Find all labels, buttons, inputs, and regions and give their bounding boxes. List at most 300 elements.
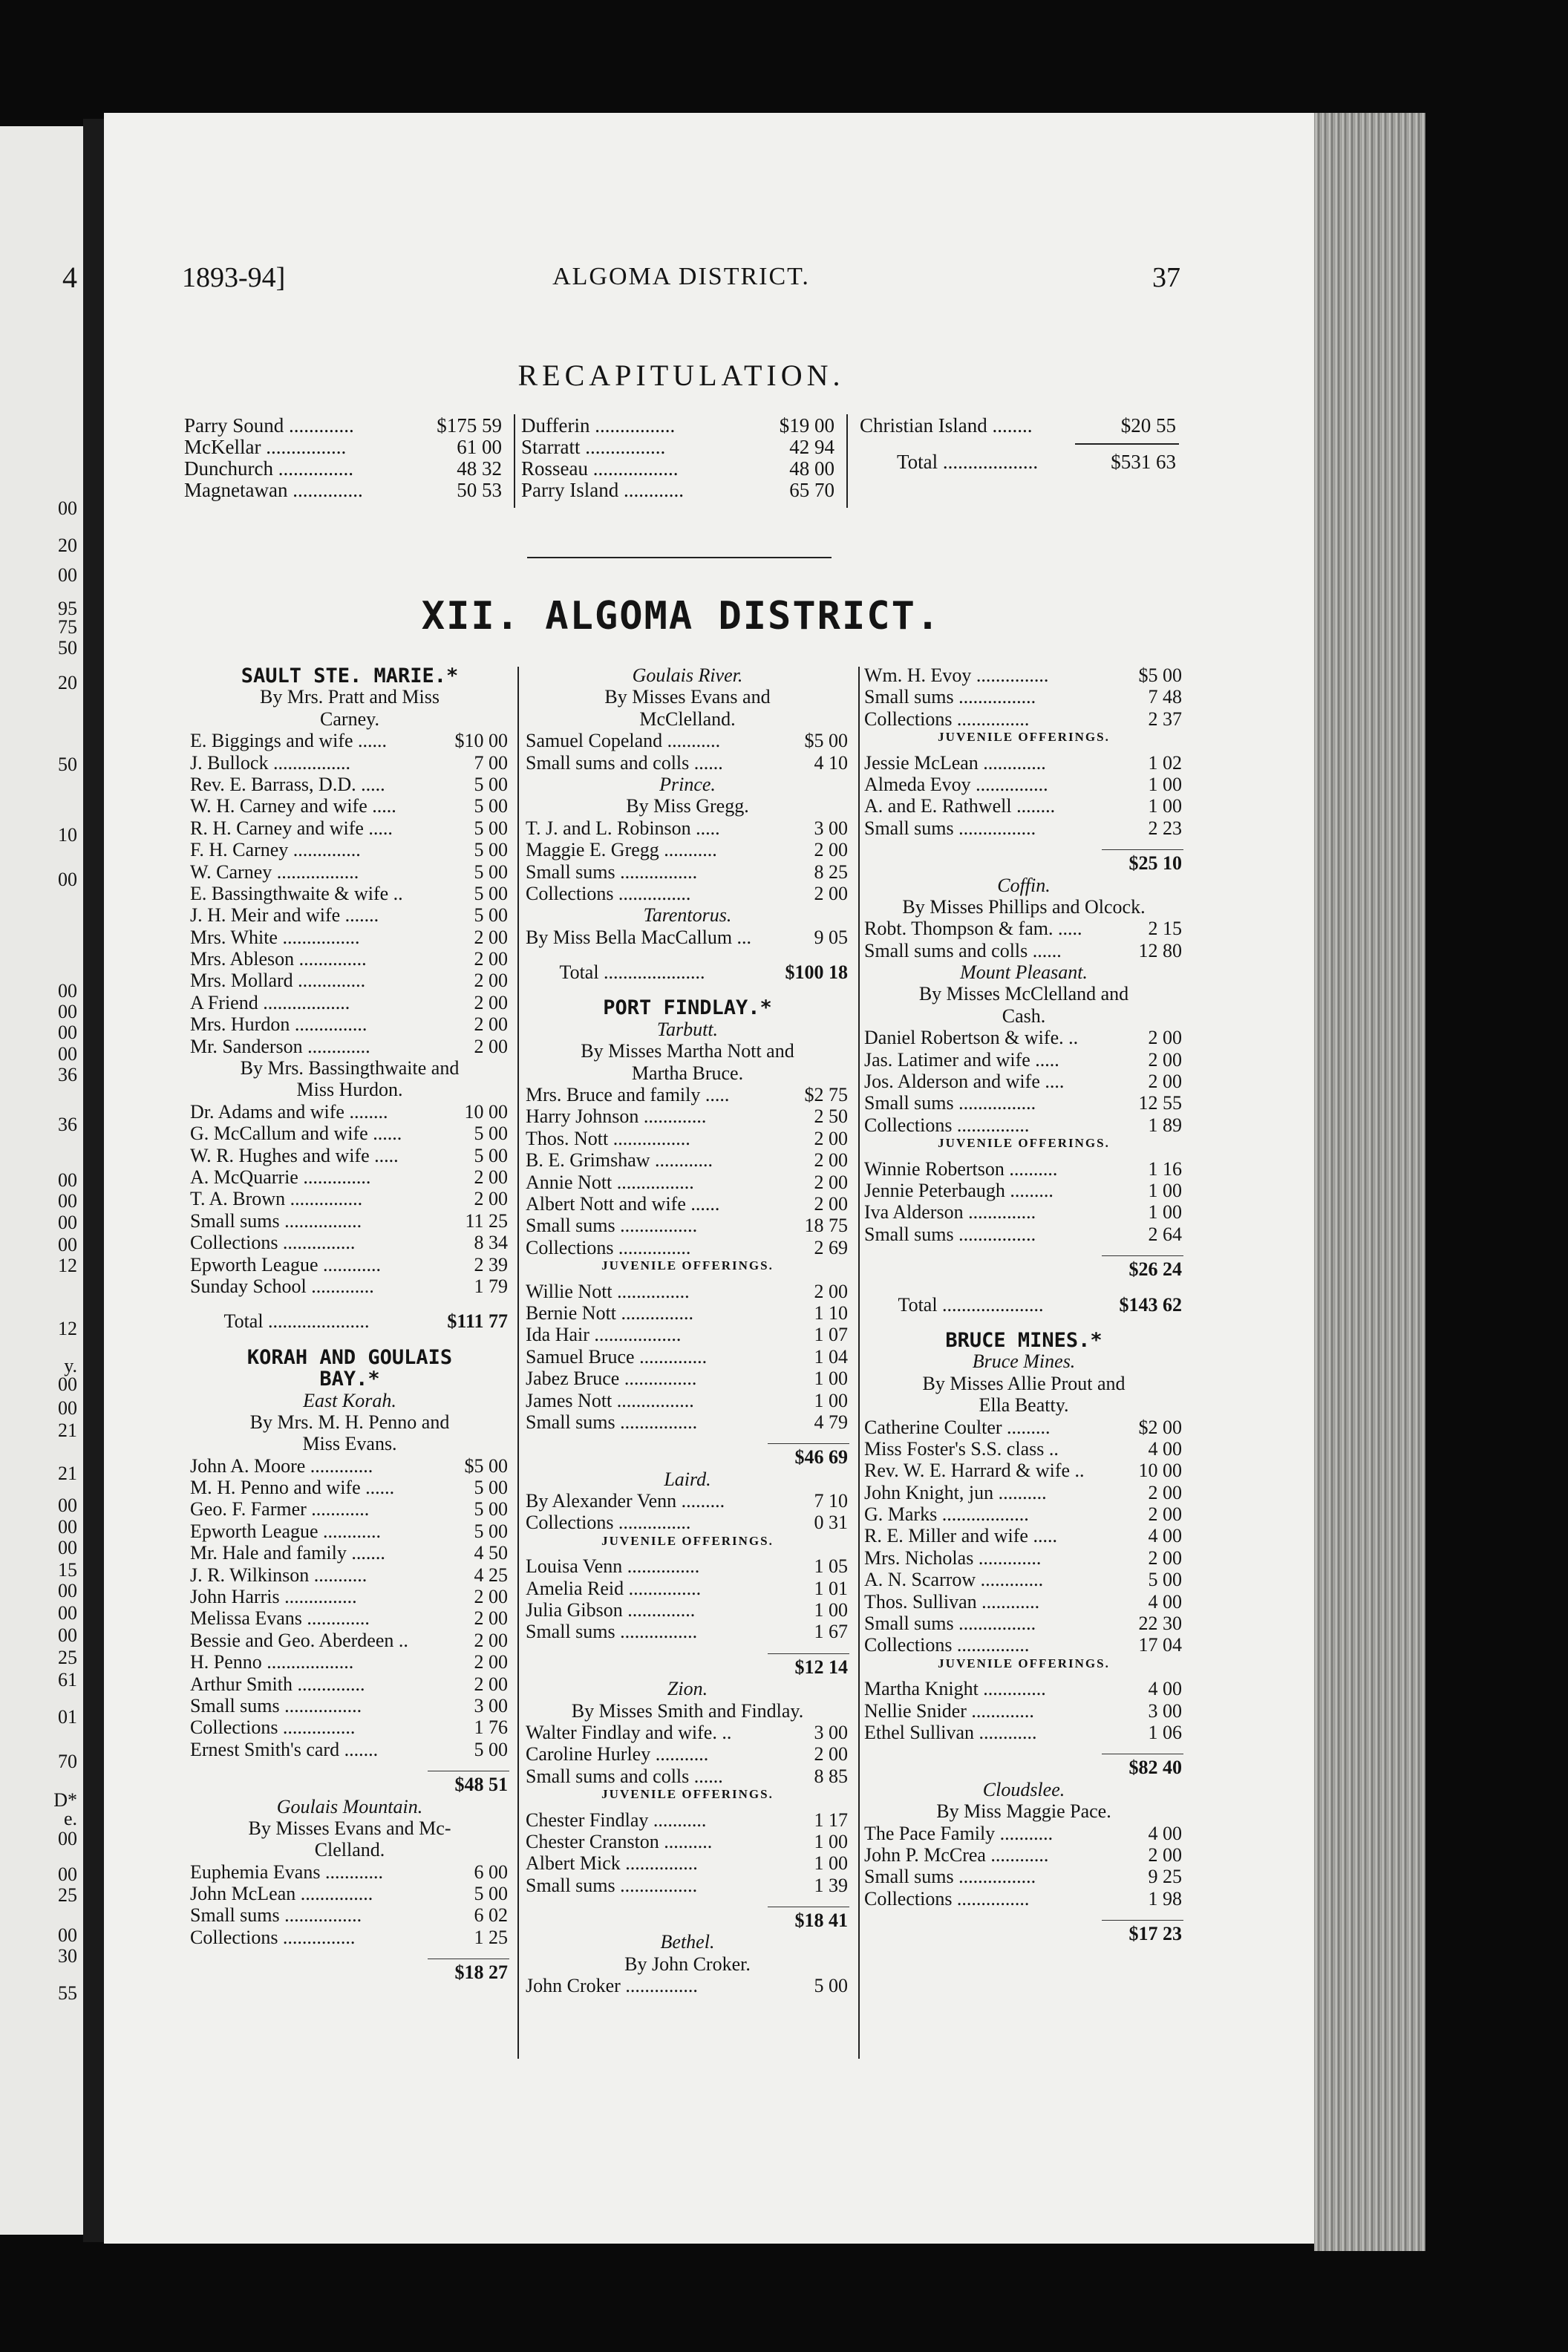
entry-name: Miss Foster's S.S. class .. (864, 1437, 1059, 1460)
left-page-text: 30 (58, 1945, 77, 1967)
entry-row (190, 970, 509, 991)
entry-amount: 2 00 (814, 1280, 848, 1302)
recap-name: Parry Island ............ (521, 479, 684, 501)
entry-row (190, 1695, 509, 1716)
recap-amount: 48 00 (789, 457, 834, 480)
text-column (864, 664, 1183, 1944)
entry-amount: 3 00 (814, 817, 848, 839)
recap-amount: $531 63 (1111, 451, 1176, 473)
subtotal-row (190, 1961, 509, 1983)
entry-amount: 7 00 (474, 751, 508, 774)
recap-name: Parry Sound ............. (184, 414, 354, 437)
entry-row (526, 1809, 849, 1831)
entry-row (526, 1105, 849, 1127)
entry-amount: 2 50 (814, 1105, 848, 1128)
entry-amount: $5 00 (1138, 664, 1182, 686)
entry-row (526, 839, 849, 860)
entry-name: Daniel Robertson & wife. .. (864, 1027, 1079, 1049)
collector-line: By Misses Evans and (604, 686, 771, 708)
entry-amount: $143 62 (1119, 1293, 1182, 1316)
sum-rule (190, 1948, 509, 1961)
total-row (526, 961, 849, 983)
recap-name: Christian Island ........ (860, 414, 1033, 437)
entry-row (864, 940, 1183, 961)
collector-line: Carney. (320, 708, 379, 730)
entry-row (526, 1555, 849, 1577)
congregation-heading: BRUCE MINES.* (945, 1328, 1102, 1352)
entry-name: Caroline Hurley ........... (526, 1743, 709, 1765)
entry-name: Rev. E. Barrass, D.D. ..... (190, 773, 385, 795)
entry-amount: 2 00 (474, 1673, 508, 1695)
entry-row (864, 708, 1183, 730)
entry-name: A. N. Scarrow ............. (864, 1569, 1044, 1591)
entry-row (526, 861, 849, 883)
entry-name: E. Bassingthwaite & wife .. (190, 882, 403, 904)
entry-amount: 2 37 (1148, 708, 1182, 730)
entry-name: Mrs. Bruce and family ..... (526, 1084, 730, 1106)
entry-name: Collections ............... (190, 1232, 356, 1254)
entry-amount: 12 80 (1138, 939, 1182, 961)
entry-amount: 17 04 (1138, 1634, 1182, 1656)
section-rule (527, 557, 832, 558)
entry-name: Small sums ................ (864, 686, 1036, 708)
entry-name: Iva Alderson .............. (864, 1201, 1036, 1224)
recap-name: Dufferin ................ (521, 414, 676, 437)
entry-name: Collections ............... (864, 1887, 1030, 1910)
entry-name: Small sums ................ (864, 1613, 1036, 1635)
entry-amount: 5 00 (474, 839, 508, 861)
entry-name: Mrs. Nicholas ............. (864, 1546, 1042, 1569)
entry-name: Small sums ................ (526, 860, 698, 883)
spacer (864, 1281, 1183, 1294)
entry-row (864, 1482, 1183, 1503)
appointment-heading: Laird. (664, 1468, 711, 1490)
entry-row (526, 1237, 849, 1258)
subtotal-amount: $17 23 (1128, 1923, 1182, 1945)
entry-row (864, 1460, 1183, 1481)
entry-name: Epworth League ............ (190, 1253, 382, 1275)
entry-name: Jas. Latimer and wife ..... (864, 1048, 1059, 1071)
entry-name: T. J. and L. Robinson ..... (526, 817, 720, 839)
entry-row (190, 1630, 509, 1651)
entry-name: J. Bullock ................ (190, 751, 350, 774)
left-page-text: 21 (58, 1463, 77, 1484)
entry-row (190, 1188, 509, 1209)
entry-row (864, 1417, 1183, 1438)
juvenile-heading: JUVENILE OFFERINGS. (938, 1136, 1110, 1151)
left-page-text: y. (64, 1355, 77, 1376)
entry-amount: 8 25 (814, 860, 848, 883)
entry-name: John McLean ............... (190, 1883, 373, 1905)
entry-name: Small sums and colls ...... (526, 751, 723, 774)
entry-amount: 9 25 (1148, 1866, 1182, 1888)
entry-amount: 2 69 (814, 1236, 848, 1258)
spacer (190, 1333, 509, 1346)
entry-row (526, 1512, 849, 1533)
entry-row (526, 1411, 849, 1433)
left-page-text: 00 (58, 1373, 77, 1395)
entry-name: Bernie Nott ............... (526, 1301, 694, 1324)
entry-amount: 2 00 (474, 970, 508, 992)
recap-title: RECAPITULATION. (517, 359, 845, 392)
entry-amount: 1 00 (814, 1830, 848, 1852)
entry-amount: 22 30 (1138, 1613, 1182, 1635)
entry-amount: 5 00 (474, 817, 508, 839)
entry-name: Jennie Peterbaugh ......... (864, 1179, 1054, 1201)
entry-row (190, 752, 509, 774)
recap-column (184, 414, 505, 500)
recap-row (521, 457, 837, 479)
entry-amount: 5 00 (474, 773, 508, 795)
entry-amount: 1 79 (474, 1275, 508, 1297)
entry-name: Ethel Sullivan ............ (864, 1721, 1037, 1743)
entry-row (526, 1875, 849, 1896)
entry-name: Samuel Copeland ........... (526, 730, 721, 752)
entry-name: Dr. Adams and wife ........ (190, 1100, 388, 1123)
entry-amount: 1 00 (814, 1852, 848, 1875)
entry-name: James Nott ................ (526, 1389, 694, 1411)
entry-amount: 2 00 (814, 1149, 848, 1172)
entry-name: John Knight, jun .......... (864, 1481, 1047, 1503)
entry-amount: 2 00 (474, 1013, 508, 1036)
entry-amount: $10 00 (454, 730, 508, 752)
left-page-text: 00 (58, 869, 77, 890)
spacer (526, 983, 849, 996)
entry-amount: 1 17 (814, 1809, 848, 1831)
entry-row (526, 1368, 849, 1389)
congregation-heading: BAY.* (319, 1368, 380, 1391)
recap-row (860, 414, 1179, 436)
appointment-heading: Tarentorus. (643, 904, 732, 927)
entry-row (864, 1525, 1183, 1546)
recap-row (184, 457, 505, 479)
entry-amount: 2 00 (1148, 1481, 1182, 1503)
entry-name: Melissa Evans ............. (190, 1607, 370, 1630)
entry-row (190, 992, 509, 1013)
left-page-text: 00 (58, 1043, 77, 1065)
entry-name: Louisa Venn ............... (526, 1555, 700, 1578)
left-page-text: 00 (58, 1580, 77, 1601)
left-page-text: 00 (58, 1397, 77, 1419)
entry-amount: 2 15 (1148, 918, 1182, 940)
entry-name: Samuel Bruce .............. (526, 1345, 708, 1368)
entry-name: Mr. Hale and family ....... (190, 1542, 385, 1564)
subtotal-row (864, 1258, 1183, 1280)
entry-row (190, 1123, 509, 1144)
entry-amount: 1 00 (1148, 795, 1182, 817)
entry-amount: 5 00 (474, 1123, 508, 1145)
congregation-heading: KORAH AND GOULAIS (246, 1345, 453, 1369)
entry-amount: 1 07 (814, 1324, 848, 1346)
spacer (864, 1316, 1183, 1329)
recap-amount: 42 94 (789, 436, 834, 458)
entry-amount: 2 00 (474, 1607, 508, 1630)
entry-name: Total ..................... (190, 1310, 370, 1333)
subtotal-amount: $18 27 (454, 1961, 508, 1984)
entry-amount: 2 00 (814, 839, 848, 861)
appointment-heading: Mount Pleasant. (960, 961, 1088, 984)
entry-row (190, 1716, 509, 1738)
sum-rule (864, 1910, 1183, 1923)
sum-rule (190, 1760, 509, 1774)
left-page-text: 00 (58, 1190, 77, 1212)
entry-row (190, 1145, 509, 1166)
entry-row (864, 1700, 1183, 1722)
entry-amount: 18 75 (804, 1215, 848, 1237)
entry-amount: 4 00 (1148, 1678, 1182, 1700)
entry-row (190, 730, 509, 751)
entry-amount: 5 00 (474, 1883, 508, 1905)
entry-row (190, 1520, 509, 1542)
sum-rule (526, 1643, 849, 1656)
entry-name: Nellie Snider ............. (864, 1699, 1034, 1722)
collector-line: By Miss Gregg. (626, 795, 749, 817)
entry-name: Albert Nott and wife ...... (526, 1192, 720, 1215)
entry-row (190, 817, 509, 839)
recap-name: Rosseau ................. (521, 457, 679, 480)
entry-row (526, 1324, 849, 1345)
entry-amount: 2 00 (474, 1188, 508, 1210)
entry-name: J. H. Meir and wife ....... (190, 904, 379, 927)
entry-name: The Pace Family ........... (864, 1822, 1054, 1844)
entry-name: Total ..................... (526, 961, 705, 984)
congregation-heading: SAULT STE. MARIE.* (241, 664, 459, 687)
recap-name: Magnetawan .............. (184, 479, 363, 501)
spacer (190, 1297, 509, 1310)
running-header (182, 261, 1180, 295)
left-page-text: 00 (58, 980, 77, 1002)
entry-amount: 2 00 (1148, 1027, 1182, 1049)
entry-amount: 4 79 (814, 1411, 848, 1433)
entry-amount: 4 00 (1148, 1437, 1182, 1460)
entry-row (526, 1172, 849, 1193)
entry-amount: 2 00 (474, 1035, 508, 1057)
collector-line: By Misses McClelland and (918, 983, 1129, 1005)
entry-name: E. Biggings and wife ...... (190, 730, 388, 752)
entry-row (190, 1564, 509, 1586)
entry-name: Ernest Smith's card ....... (190, 1738, 379, 1760)
entry-row (526, 1599, 849, 1621)
entry-row (526, 883, 849, 904)
entry-name: Rev. W. E. Harrard & wife .. (864, 1460, 1085, 1482)
spacer (526, 948, 849, 961)
entry-amount: 7 48 (1148, 686, 1182, 708)
entry-name: R. H. Carney and wife ..... (190, 817, 393, 839)
entry-name: Maggie E. Gregg ........... (526, 839, 717, 861)
entry-row (864, 1823, 1183, 1844)
left-page-text: 00 (58, 1863, 77, 1885)
total-row (864, 1294, 1183, 1316)
entry-amount: 3 00 (1148, 1699, 1182, 1722)
entry-name: W. Carney ................. (190, 860, 359, 883)
entry-name: Small sums and colls ...... (526, 1765, 723, 1787)
entry-row (526, 1621, 849, 1642)
header-years: 1893-94] (182, 262, 286, 293)
appointment-heading: Bethel. (660, 1931, 715, 1953)
collector-line: Clelland. (314, 1839, 385, 1861)
entry-name: Willie Nott ............... (526, 1280, 690, 1302)
entry-row (526, 1346, 849, 1368)
entry-amount: $100 18 (785, 961, 848, 984)
entry-amount: 2 00 (474, 991, 508, 1013)
entry-name: Almeda Evoy ............... (864, 773, 1048, 795)
entry-name: Small sums ................ (190, 1904, 362, 1927)
entry-name: By Miss Bella MacCallum ... (526, 926, 752, 948)
entry-amount: 5 00 (474, 795, 508, 817)
entry-row (864, 1722, 1183, 1743)
appointment-heading: Prince. (659, 773, 716, 795)
entry-row (190, 1013, 509, 1035)
entry-amount: $2 75 (804, 1084, 848, 1106)
entry-amount: 1 10 (814, 1301, 848, 1324)
left-page-text: e. (63, 1808, 77, 1829)
entry-name: By Alexander Venn ......... (526, 1490, 725, 1512)
entry-row (190, 1477, 509, 1498)
entry-row (190, 795, 509, 817)
entry-name: Collections ............... (526, 1512, 691, 1534)
entry-amount: 3 00 (474, 1694, 508, 1716)
left-page-text: 20 (58, 535, 77, 556)
entry-row (190, 1166, 509, 1188)
left-page-text: 12 (58, 1255, 77, 1276)
entry-amount: 4 00 (1148, 1590, 1182, 1613)
left-page-text: 00 (58, 1494, 77, 1516)
entry-amount: 5 00 (474, 1144, 508, 1166)
entry-row (864, 1547, 1183, 1569)
entry-row (190, 1904, 509, 1926)
entry-row (526, 817, 849, 839)
entry-amount: 2 00 (814, 1171, 848, 1193)
entry-row (526, 1281, 849, 1302)
entry-name: Total ..................... (864, 1293, 1044, 1316)
book-gutter (83, 119, 104, 2242)
entry-row (190, 839, 509, 860)
collector-line: By Mrs. Pratt and Miss (260, 686, 440, 708)
left-page-text: 25 (58, 1884, 77, 1906)
sum-rule (864, 839, 1183, 852)
entry-row (190, 1607, 509, 1629)
entry-amount: 2 00 (814, 1127, 848, 1149)
entry-amount: 2 00 (814, 882, 848, 904)
recap-column (521, 414, 837, 500)
entry-amount: 2 00 (1148, 1843, 1182, 1866)
entry-amount: 1 98 (1148, 1887, 1182, 1910)
entry-row (526, 1765, 849, 1787)
entry-row (190, 1861, 509, 1883)
left-page-text: 00 (58, 1169, 77, 1191)
entry-amount: 4 10 (814, 751, 848, 774)
entry-row (190, 948, 509, 970)
entry-amount: 4 00 (1148, 1822, 1182, 1844)
recap-row (860, 451, 1179, 472)
entry-row (526, 1490, 849, 1512)
left-page-text: 12 (58, 1318, 77, 1339)
entry-amount: 10 00 (1138, 1460, 1182, 1482)
entry-amount: 2 00 (474, 948, 508, 970)
left-page-text: 00 (58, 1624, 77, 1646)
entry-row (526, 1215, 849, 1236)
entry-row (526, 1302, 849, 1324)
entry-row (526, 1831, 849, 1852)
subtotal-amount: $46 69 (794, 1446, 848, 1469)
entry-name: Harry Johnson ............. (526, 1105, 707, 1128)
appointment-heading: East Korah. (303, 1389, 396, 1411)
column-divider (858, 667, 860, 2059)
entry-name: Thos. Nott ................ (526, 1127, 690, 1149)
left-page-text: 4 (62, 261, 77, 294)
left-page-text: 15 (58, 1559, 77, 1581)
left-page-text: 00 (58, 1602, 77, 1624)
entry-row (526, 730, 849, 751)
entry-amount: 2 00 (814, 1743, 848, 1765)
left-page-text: 00 (58, 1234, 77, 1255)
left-page-text: 00 (58, 1022, 77, 1043)
entry-name: Geo. F. Farmer ............ (190, 1498, 370, 1520)
left-page-text: 00 (58, 564, 77, 586)
juvenile-heading: JUVENILE OFFERINGS. (601, 1533, 774, 1548)
entry-row (526, 927, 849, 948)
entry-name: Small sums ................ (864, 817, 1036, 839)
entry-row (190, 1586, 509, 1607)
entry-row (190, 1036, 509, 1057)
entry-name: Winnie Robertson .......... (864, 1157, 1058, 1180)
entry-name: Collections ............... (526, 1236, 691, 1258)
entry-row (526, 1852, 849, 1874)
subtotal-row (526, 1910, 849, 1931)
left-page-text: 61 (58, 1669, 77, 1690)
entry-amount: 2 00 (474, 1629, 508, 1651)
entry-name: Amelia Reid ............... (526, 1577, 702, 1599)
recap-amount: $175 59 (437, 414, 502, 437)
entry-amount: 5 00 (814, 1975, 848, 1997)
sum-rule (864, 1245, 1183, 1258)
entry-name: Robt. Thompson & fam. ..... (864, 918, 1082, 940)
entry-name: A Friend .................. (190, 991, 350, 1013)
entry-row (864, 1438, 1183, 1460)
entry-name: Mrs. Hurdon ............... (190, 1013, 368, 1036)
entry-row (864, 1027, 1183, 1048)
entry-row (864, 1678, 1183, 1699)
entry-name: W. H. Carney and wife ..... (190, 795, 396, 817)
entry-amount: 5 00 (474, 1498, 508, 1520)
entry-amount: 4 50 (474, 1542, 508, 1564)
recap-name: Starratt ................ (521, 436, 666, 458)
appointment-heading: Tarbutt. (656, 1018, 719, 1040)
entry-name: Collections ............... (526, 882, 691, 904)
sum-rule (864, 1743, 1183, 1757)
entry-row (526, 1975, 849, 1996)
entry-amount: 1 00 (814, 1389, 848, 1411)
entry-amount: 12 55 (1138, 1092, 1182, 1114)
entry-name: John A. Moore ............. (190, 1454, 373, 1477)
entry-name: Small sums ................ (526, 1411, 698, 1433)
entry-amount: $111 77 (447, 1310, 508, 1333)
entry-row (190, 1254, 509, 1275)
entry-row (190, 1927, 509, 1948)
entry-row (190, 1210, 509, 1232)
entry-row (864, 1071, 1183, 1092)
left-page-text: 00 (58, 1924, 77, 1946)
juvenile-heading: JUVENILE OFFERINGS. (938, 730, 1110, 745)
entry-amount: 1 76 (474, 1716, 508, 1739)
entry-amount: 1 00 (814, 1368, 848, 1390)
entry-amount: 2 39 (474, 1253, 508, 1275)
entry-name: Julia Gibson .............. (526, 1599, 696, 1621)
entry-row (864, 664, 1183, 686)
entry-name: Jabez Bruce ............... (526, 1368, 697, 1390)
left-page-text: 75 (58, 616, 77, 638)
entry-amount: 2 00 (474, 1651, 508, 1673)
